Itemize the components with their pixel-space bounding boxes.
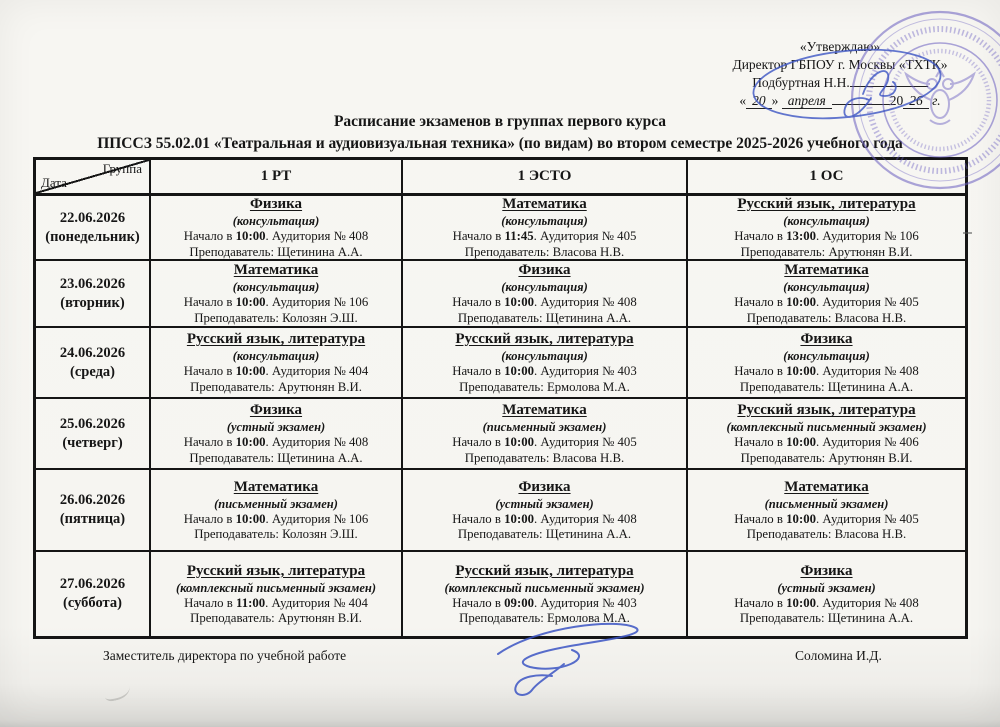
start-time: 10:00 [235,435,266,449]
date-day: 20 [746,93,772,109]
teacher-line: Преподаватель: Арутюнян В.И. [740,244,913,259]
exam-type-label: (консультация) [501,349,588,363]
teacher-line: Преподаватель: Власова Н.В. [746,310,907,325]
room-label: . Аудитория № 405 [816,295,919,309]
start-time: 10:00 [235,511,266,526]
room-label: . Аудитория № 403 [534,595,637,610]
start-time: 11:00 [236,595,266,610]
date-label: 26.06.2026 [59,492,126,508]
start-room-line [184,229,368,245]
teacher-line: Преподаватель: Колозян Э.Ш. [194,527,358,541]
date-cell [36,261,151,328]
start-prefix: Начало в [734,229,787,243]
start-room-line [453,229,637,245]
start-time: 10:00 [235,229,266,243]
start-room-line [184,596,368,612]
subject-label: Русский язык, литература [186,562,366,579]
room-label: . Аудитория № 405 [816,511,919,526]
start-time: 09:00 [504,595,534,610]
subject-label: Русский язык, литература [186,331,366,347]
weekday-label: (суббота) [63,595,122,611]
date-year: 26 [903,93,929,109]
teacher-line: Преподаватель: Ермолова М.А. [459,379,630,394]
exam-cell-1os [688,399,965,470]
subject-label: Физика [518,262,571,278]
exam-type-label: (устный экзамен) [777,580,876,595]
start-prefix: Начало в [183,364,236,378]
room-label: . Аудитория № 405 [533,229,637,243]
exam-schedule-table [33,157,968,639]
start-prefix: Начало в [734,595,787,610]
teacher-line: Преподаватель: Власова Н.В. [746,527,907,541]
room-label: . Аудитория № 404 [265,595,368,610]
start-room-line [184,512,368,528]
subject-label: Математика [233,478,319,495]
approval-line-utverzhdayu: «Утверждаю» [799,39,881,54]
exam-cell-1os [688,328,965,399]
exam-type-label: (комплексный письменный экзамен) [176,580,376,595]
date-cell [36,196,151,261]
weekday-label: (четверг) [62,434,123,451]
deputy-director-name: Соломина И.Д. [795,648,882,663]
start-prefix: Начало в [452,595,505,610]
exam-cell-1rt [151,328,403,399]
room-label: . Аудитория № 106 [816,229,919,243]
start-time: 10:00 [504,435,534,449]
teacher-line: Преподаватель: Арутюнян В.И. [190,379,362,394]
start-room-line [734,512,918,528]
room-label: . Аудитория № 106 [265,295,369,309]
start-room-line [452,364,636,380]
exam-type-label: (консультация) [501,214,588,228]
subject-label: Математика [784,478,869,495]
exam-cell-1rt [151,470,403,552]
date-label: 27.06.2026 [59,576,126,592]
teacher-line: Преподаватель: Щетинина А.А. [189,244,363,259]
exam-type-label: (комплексный письменный экзамен) [726,420,927,434]
exam-cell-1os [688,470,965,552]
teacher-line: Преподаватель: Власова Н.В. [464,244,625,259]
exam-type-label: (устный экзамен) [226,420,326,434]
subject-label: Математика [502,196,587,212]
start-prefix: Начало в [452,511,505,526]
teacher-line: Преподаватель: Арутюнян В.И. [740,450,913,465]
teacher-line: Преподаватель: Власова Н.В. [464,450,625,465]
teacher-line: Преподаватель: Щетинина А.А. [189,450,363,465]
exam-type-label: (письменный экзамен) [764,496,889,511]
subject-label: Физика [800,331,853,347]
subject-label: Физика [800,562,853,579]
start-time: 10:00 [786,295,816,309]
subject-label: Русский язык, литература [455,562,634,579]
column-header-1esto: 1 ЭСТО [403,160,688,196]
teacher-line: Преподаватель: Щетинина А.А. [739,611,914,625]
start-prefix: Начало в [183,229,236,243]
room-label: . Аудитория № 408 [534,295,637,309]
exam-cell-1esto [403,328,688,399]
room-label: . Аудитория № 106 [265,511,369,526]
date-year-prefix: 20 [889,93,904,108]
start-room-line [734,435,918,451]
start-time: 10:00 [235,295,266,309]
start-room-line [452,435,636,451]
approval-block [660,38,1000,110]
exam-cell-1esto [403,552,688,636]
exam-type-label: (консультация) [232,280,320,294]
start-room-line [184,295,368,311]
date-label: 25.06.2026 [59,415,126,432]
start-time: 10:00 [786,435,816,449]
exam-cell-1os [688,196,965,261]
start-time: 10:00 [786,595,816,610]
exam-type-label: (письменный экзамен) [214,496,338,511]
subject-label: Математика [233,262,319,278]
teacher-line: Преподаватель: Арутюнян В.И. [190,611,362,625]
exam-type-label: (консультация) [783,214,870,228]
start-room-line [452,295,636,311]
weekday-label: (среда) [70,363,115,380]
exam-type-label: (консультация) [783,280,870,294]
date-cell [36,552,151,636]
document-title [0,111,1000,155]
teacher-line: Преподаватель: Щетинина А.А. [739,379,914,394]
start-room-line [184,364,368,380]
start-time: 13:00 [786,229,816,243]
signature-line [850,74,928,87]
date-cell [36,328,151,399]
weekday-label: (пятница) [59,511,126,527]
start-room-line [452,596,636,612]
subject-label: Физика [249,402,303,418]
exam-type-label: (консультация) [232,349,320,363]
title-line-2: ППССЗ 55.02.01 «Театральная и аудиовизуальная техника» (по видам) во втором семестре 2025-2026 учебного года [97,135,903,152]
teacher-line: Преподаватель: Колозян Э.Ш. [194,310,358,325]
start-time: 10:00 [786,364,816,378]
faint-pencil-mark [102,679,131,702]
start-prefix: Начало в [184,595,236,610]
exam-type-label: (письменный экзамен) [482,420,607,434]
start-prefix: Начало в [452,435,505,449]
exam-cell-1rt [151,552,403,636]
exam-type-label: (консультация) [783,349,870,363]
room-label: . Аудитория № 404 [265,364,369,378]
date-label: 22.06.2026 [59,209,126,226]
start-prefix: Начало в [734,364,787,378]
exam-cell-1rt [151,261,403,328]
room-label: . Аудитория № 408 [534,511,637,526]
date-label: 23.06.2026 [59,275,126,292]
room-label: . Аудитория № 403 [534,364,637,378]
room-label: . Аудитория № 405 [534,435,637,449]
exam-type-label: (консультация) [501,280,588,294]
exam-cell-1esto [403,470,688,552]
date-axis-label: Дата [41,175,67,190]
exam-cell-1os [688,261,965,328]
exam-cell-1esto [403,196,688,261]
exam-cell-1os [688,552,965,636]
date-cell [36,399,151,470]
subject-label: Русский язык, литература [737,196,916,212]
approval-line-director: Директор ГБПОУ г. Москвы «ТХТК» [732,57,948,72]
start-room-line [734,229,918,245]
exam-cell-1rt [151,399,403,470]
start-room-line [452,512,636,528]
column-header-1rt: 1 РТ [151,160,403,196]
subject-label: Русский язык, литература [737,402,916,418]
start-prefix: Начало в [734,435,787,449]
start-prefix: Начало в [734,511,787,526]
teacher-line: Преподаватель: Ермолова М.А. [459,611,630,625]
start-prefix: Начало в [452,364,505,378]
column-header-1os: 1 ОС [688,160,965,196]
exam-cell-1esto [403,399,688,470]
date-cell [36,470,151,552]
date-open-quote: « [739,93,747,108]
corner-header-cell [36,160,151,196]
deputy-director-label: Заместитель директора по учебной работе [103,648,347,663]
start-time: 10:00 [504,295,534,309]
start-room-line [734,295,918,311]
room-label: . Аудитория № 408 [816,595,919,610]
start-time: 10:00 [504,364,534,378]
group-axis-label: Группа [102,161,142,176]
date-suffix: г. [932,93,941,108]
approval-date-line [660,92,1000,110]
start-time: 11:45 [504,229,534,243]
start-prefix: Начало в [183,435,236,449]
subject-label: Математика [784,262,869,278]
exam-type-label: (консультация) [232,214,320,228]
start-room-line [184,435,368,451]
subject-label: Физика [518,478,571,495]
exam-cell-1rt [151,196,403,261]
start-time: 10:00 [235,364,266,378]
exam-type-label: (комплексный письменный экзамен) [444,580,645,595]
subject-label: Русский язык, литература [455,331,634,347]
start-prefix: Начало в [452,295,505,309]
weekday-label: (понедельник) [45,228,140,245]
approval-line-name: Подбуртная Н.Н. [660,74,1000,92]
stray-scan-mark [963,232,972,234]
date-close-quote: » [771,93,779,108]
room-label: . Аудитория № 408 [265,435,369,449]
start-time: 10:00 [504,511,534,526]
subject-label: Физика [249,196,303,212]
room-label: . Аудитория № 408 [816,364,919,378]
start-room-line [734,596,918,612]
room-label: . Аудитория № 406 [816,435,919,449]
start-room-line [734,364,918,380]
subject-label: Математика [502,402,587,418]
start-prefix: Начало в [183,295,236,309]
start-time: 10:00 [786,511,816,526]
exam-cell-1esto [403,261,688,328]
room-label: . Аудитория № 408 [265,229,369,243]
exam-type-label: (устный экзамен) [495,496,594,511]
teacher-line: Преподаватель: Щетинина А.А. [457,527,632,541]
title-line-1: Расписание экзаменов в группах первого курса [333,113,667,130]
start-prefix: Начало в [452,229,505,243]
date-label: 24.06.2026 [59,344,126,361]
date-blank-line [832,92,890,105]
start-prefix: Начало в [734,295,787,309]
date-month: апреля [782,93,832,109]
teacher-line: Преподаватель: Щетинина А.А. [457,310,632,325]
weekday-label: (вторник) [60,294,125,311]
start-prefix: Начало в [183,511,236,526]
